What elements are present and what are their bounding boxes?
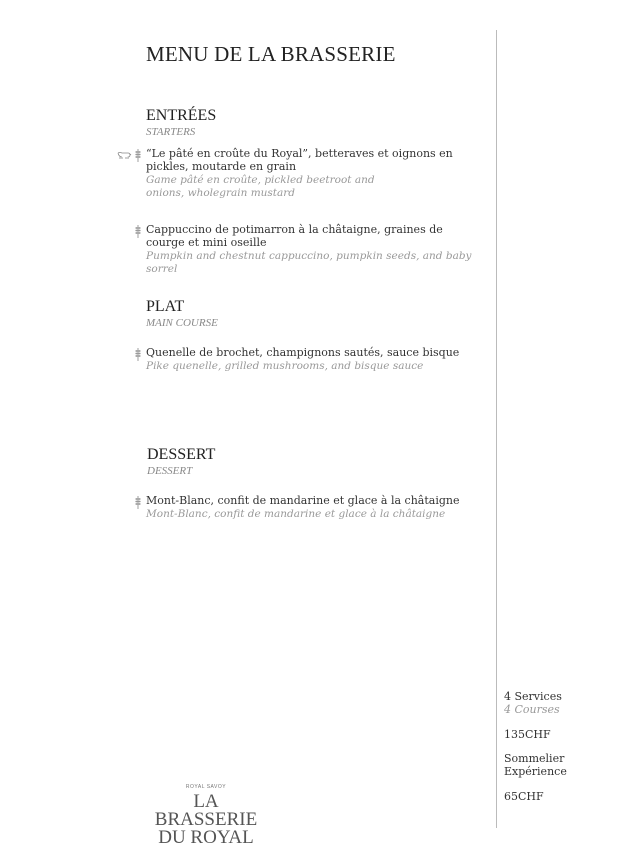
logo-small-text: ROYAL SAVOY bbox=[185, 784, 227, 790]
section-plat bbox=[146, 298, 218, 329]
courses-label: 4 Courses bbox=[504, 703, 560, 716]
menu-price: 135CHF bbox=[504, 728, 551, 741]
section-subheading: STARTERS bbox=[146, 126, 196, 138]
wheat-icon bbox=[135, 225, 141, 238]
item-name-fr: Quenelle de brochet, champignons sautés, sauce bisque bbox=[146, 346, 460, 359]
section-subheading: DESSERT bbox=[147, 465, 193, 477]
sommelier-price: 65CHF bbox=[504, 790, 544, 803]
section-entrees bbox=[146, 107, 216, 138]
pig-icon bbox=[117, 151, 132, 160]
logo-line-2: DU ROYAL bbox=[158, 827, 254, 848]
item-name-en: Game pâté en croûte, pickled beetroot and onions, wholegrain mustard bbox=[146, 174, 375, 199]
item-name-en: Pike quenelle, grilled mushrooms, and bisque sauce bbox=[146, 360, 424, 372]
page-title: MENU DE LA BRASSERIE bbox=[146, 42, 396, 66]
wheat-icon bbox=[135, 348, 141, 361]
menu-item bbox=[146, 346, 476, 373]
menu-item bbox=[146, 494, 476, 521]
services-count: 4 Services bbox=[504, 690, 562, 703]
item-name-fr: Cappuccino de potimarron à la châtaigne, graines de courge et mini oseille bbox=[146, 223, 443, 249]
section-subheading: MAIN COURSE bbox=[146, 317, 218, 329]
section-heading: DESSERT bbox=[147, 446, 216, 463]
item-name-fr: Mont-Blanc, confit de mandarine et glace à la châtaigne bbox=[146, 494, 460, 507]
item-name-en: Mont-Blanc, confit de mandarine et glace à la châtaigne bbox=[146, 508, 446, 520]
wheat-icon bbox=[135, 496, 141, 509]
section-heading: ENTRÉES bbox=[146, 107, 217, 124]
section-heading: PLAT bbox=[146, 298, 185, 315]
menu-item bbox=[146, 223, 481, 276]
sommelier-label: Sommelier Expérience bbox=[504, 752, 567, 778]
wheat-icon bbox=[135, 149, 141, 162]
item-name-en: Pumpkin and chestnut cappuccino, pumpkin seeds, and baby sorrel bbox=[146, 250, 472, 275]
menu-item bbox=[146, 147, 476, 200]
column-divider bbox=[496, 30, 497, 828]
courses-count bbox=[504, 703, 560, 716]
logo-line-1: LA BRASSERIE bbox=[154, 791, 258, 830]
section-dessert bbox=[147, 446, 215, 477]
brasserie-logo bbox=[145, 784, 267, 847]
item-name-fr: “Le pâté en croûte du Royal”, betteraves et oignons en pickles, moutarde en grain bbox=[146, 147, 453, 173]
